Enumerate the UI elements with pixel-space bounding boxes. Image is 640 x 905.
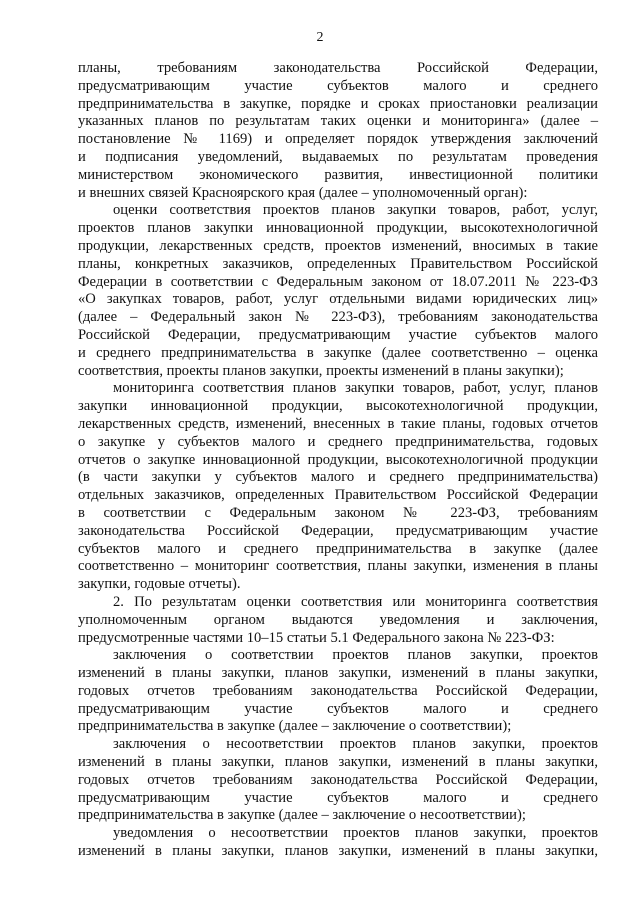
text-line: изменений в планы закупки, планов закупки, изменений в планы закупки, [78, 665, 598, 682]
text-line: о закупке у субъектов малого и среднего предпринимательства, годовых [78, 433, 598, 450]
text-line: предпринимательства в закупке, порядке и сроках приостановки реализации [78, 95, 598, 112]
text-line: продукции, лекарственных средств, проектов изменений, вносимых в такие [78, 237, 598, 254]
text-line: предусматривающим участие субъектов малого и среднего [78, 789, 598, 806]
text-line: заключения о соответствии проектов планов закупки, проектов [113, 647, 598, 664]
text-line: отчетов о закупке инновационной продукции, высокотехнологичной продукции [78, 451, 598, 468]
text-line: уведомления о несоответствии проектов планов закупки, проектов [113, 825, 598, 842]
text-line: уполномоченным органом выдаются уведомления и заключения, [78, 611, 598, 628]
text-line: постановление № 1169) и определяет порядок утверждения заключений [78, 131, 598, 148]
text-line: соответствия, проекты планов закупки, проекты изменений в планы закупки); [78, 362, 564, 379]
document-body [78, 60, 598, 861]
text-line: и среднего предпринимательства в закупке (далее соответственно – оценка [78, 344, 598, 361]
text-line: и внешних связей Красноярского края (далее – уполномоченный орган): [78, 184, 528, 201]
text-line: (далее – Федеральный закон № 223-ФЗ), требованиям законодательства [78, 309, 598, 326]
text-line: закупки инновационной продукции, высокотехнологичной продукции, [78, 398, 598, 415]
text-line: предпринимательства в закупке (далее – заключение о несоответствии); [78, 807, 526, 824]
text-line: Федерации в соответствии с Федеральным законом от 18.07.2011 № 223-ФЗ [78, 273, 598, 290]
text-line: планы, требованиям законодательства Российской Федерации, [78, 60, 598, 76]
text-line: предпринимательства в закупке (далее – заключение о соответствии); [78, 718, 512, 735]
text-line: закупки, годовые отчеты). [78, 576, 241, 593]
text-line: предусматривающим участие субъектов малого и среднего [78, 700, 598, 717]
text-line: соответственно – мониторинг соответствия, планы закупки, изменения в планы [78, 558, 598, 575]
text-line: лекарственных средств, изменений, внесенных в такие планы, годовых отчетов [78, 415, 598, 432]
text-line: отдельных заказчиков, определенных Правительством Российской Федерации [78, 487, 598, 504]
text-line: проектов планов закупки инновационной продукции, высокотехнологичной [78, 220, 598, 237]
text-line: указанных планов по результатам таких оценки и мониторинга» (далее – [78, 113, 598, 130]
text-line: изменений в планы закупки, планов закупки, изменений в планы закупки, [78, 843, 598, 860]
text-line: (в части закупки у субъектов малого и среднего предпринимательства) [78, 469, 598, 486]
text-line: мониторинга соответствия планов закупки товаров, работ, услуг, планов [113, 380, 598, 397]
text-line: планы, конкретных заказчиков, определенных Правительством Российской [78, 255, 598, 272]
text-line: годовых отчетов требованиям законодательства Российской Федерации, [78, 771, 598, 788]
text-line: в соответствии с Федеральным законом № 223-ФЗ, требованиям [78, 504, 598, 521]
text-line: и подписания уведомлений, выдаваемых по результатам проведения [78, 148, 598, 165]
text-line: оценки соответствия проектов планов закупки товаров, работ, услуг, [113, 202, 598, 219]
text-line: изменений в планы закупки, планов закупки, изменений в планы закупки, [78, 754, 598, 771]
text-line: заключения о несоответствии проектов планов закупки, проектов [113, 736, 598, 753]
text-line: субъектов малого и среднего предпринимательства в закупке (далее [78, 540, 598, 557]
text-line: годовых отчетов требованиям законодательства Российской Федерации, [78, 682, 598, 699]
text-line: 2. По результатам оценки соответствия или мониторинга соответствия [113, 593, 598, 610]
text-line: «О закупках товаров, работ, услуг отдельными видами юридических лиц» [78, 291, 598, 308]
text-line: предусмотренные частями 10–15 статьи 5.1 Федерального закона № 223-ФЗ: [78, 629, 555, 646]
text-line: законодательства Российской Федерации, предусматривающим участие [78, 522, 598, 539]
text-line: Российской Федерации, предусматривающим участие субъектов малого [78, 326, 598, 343]
text-line: предусматривающим участие субъектов малого и среднего [78, 77, 598, 94]
text-line: министерством экономического развития, инвестиционной политики [78, 166, 598, 183]
page-number: 2 [316, 30, 324, 45]
